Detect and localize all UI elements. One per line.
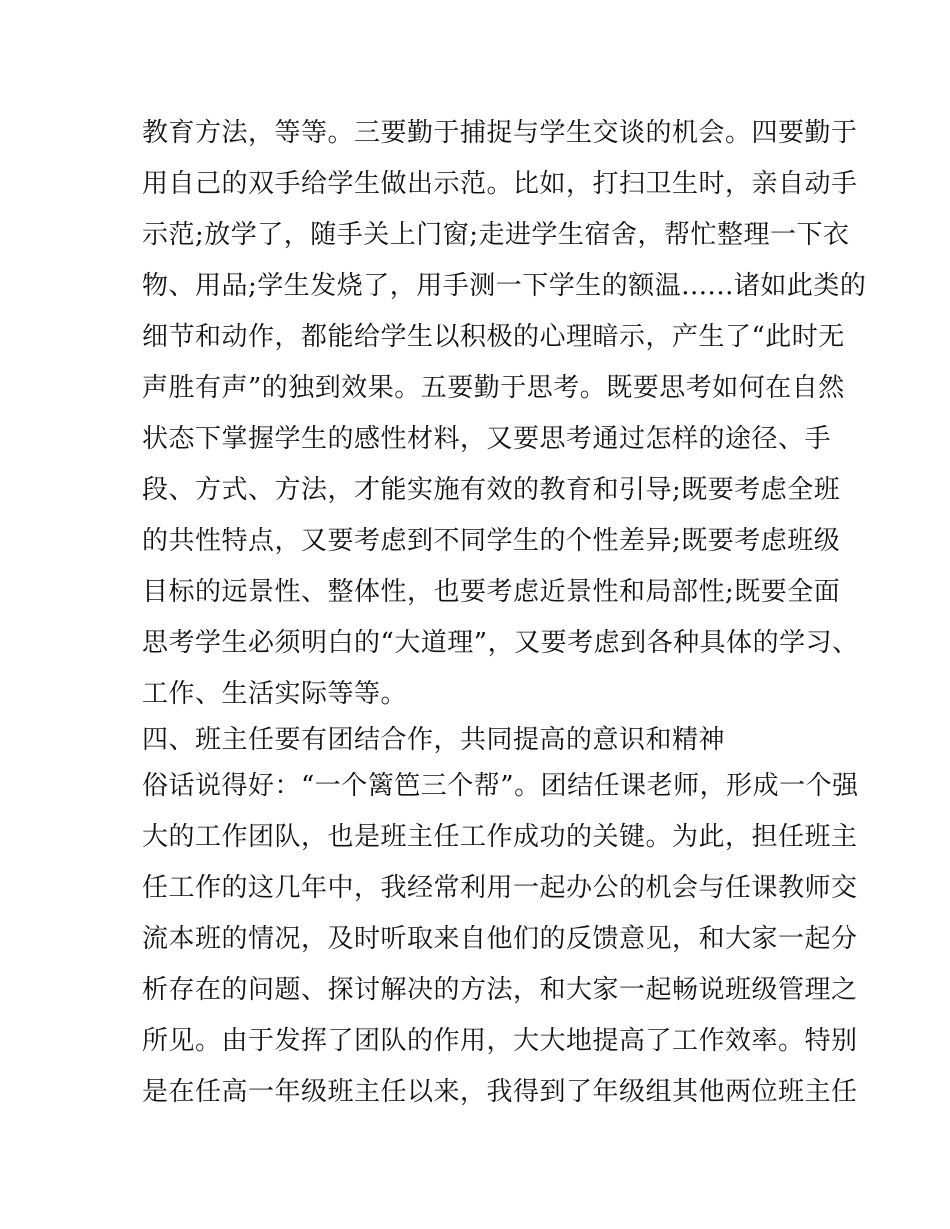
text-line: 流本班的情况，及时听取来自他们的反馈意见，和大家一起分: [142, 924, 858, 954]
text-line: 析存在的问题、探讨解决的方法，和大家一起畅说班级管理之: [142, 975, 858, 1005]
text-line: 状态下掌握学生的感性材料，又要思考通过怎样的途径、手: [142, 424, 832, 454]
text-line: 目标的远景性、整体性，也要考虑近景性和局部性;既要全面: [142, 577, 841, 607]
document-body: [142, 108, 867, 1118]
text-line: 所见。由于发挥了团队的作用，大大地提高了工作效率。特别: [142, 1026, 858, 1056]
text-line: 思考学生必须明白的“大道理”，又要考虑到各种具体的学习、: [142, 628, 859, 658]
paragraph-1: [142, 108, 867, 720]
text-line: 细节和动作，都能给学生以积极的心理暗示，产生了“此时无: [142, 322, 845, 352]
text-line: 声胜有声”的独到效果。五要勤于思考。既要思考如何在自然: [142, 373, 845, 403]
text-line: 物、用品;学生发烧了，用手测一下学生的额温......诸如此类的: [142, 271, 867, 301]
text-line: 教育方法，等等。三要勤于捕捉与学生交谈的机会。四要勤于: [142, 118, 858, 148]
paragraph-2: [142, 761, 859, 1118]
text-line: 大的工作团队，也是班主任工作成功的关键。为此，担任班主: [142, 822, 858, 852]
section-heading: 四、班主任要有团结合作，共同提高的意识和精神: [142, 725, 726, 755]
text-line: 是在任高一年级班主任以来，我得到了年级组其他两位班主任: [142, 1077, 858, 1107]
text-line: 用自己的双手给学生做出示范。比如，打扫卫生时，亲自动手: [142, 169, 858, 199]
text-line: 工作、生活实际等等。: [142, 679, 408, 709]
text-line: 的共性特点，又要考虑到不同学生的个性差异;既要考虑班级: [142, 526, 841, 556]
text-line: 段、方式、方法，才能实施有效的教育和引导;既要考虑全班: [142, 475, 841, 505]
text-line: 任工作的这几年中，我经常利用一起办公的机会与任课教师交: [142, 873, 858, 903]
text-line: 俗话说得好：“一个篱笆三个帮”。团结任课老师，形成一个强: [142, 771, 859, 801]
text-line: 示范;放学了，随手关上门窗;走进学生宿舍，帮忙整理一下衣: [142, 220, 850, 250]
